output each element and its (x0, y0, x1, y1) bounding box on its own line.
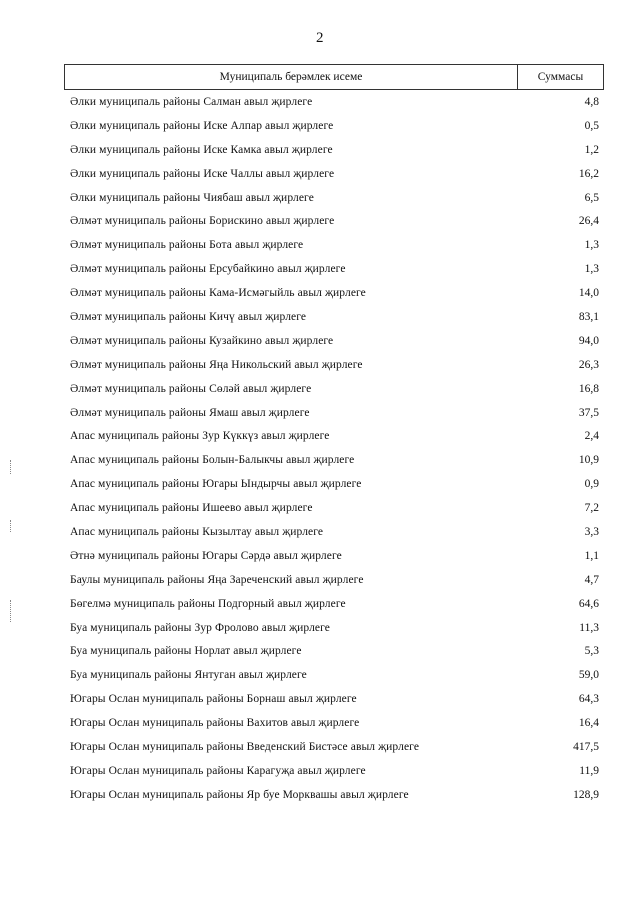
sum-value: 1,3 (584, 239, 599, 252)
sum-value: 3,3 (584, 525, 599, 538)
table-row (70, 616, 600, 640)
sum-value: 10,9 (578, 454, 599, 467)
table-row (70, 568, 600, 592)
municipality-name: Әлки муниципаль районы Иске Камка авыл җирлеге (70, 143, 333, 156)
table-row (70, 424, 600, 448)
margin-dots (10, 520, 13, 532)
municipality-name: Бөгелмә муниципаль районы Подгорный авыл җирлеге (70, 597, 346, 610)
sum-value: 16,8 (578, 382, 599, 395)
table-row (70, 592, 600, 616)
table-row (70, 377, 600, 401)
municipality-name: Әлмәт муниципаль районы Сөләй авыл җирлеге (70, 382, 312, 395)
municipality-name: Буа муниципаль районы Норлат авыл җирлеге (70, 645, 302, 658)
table-body (70, 90, 600, 807)
table-row (70, 90, 600, 114)
table-row (70, 759, 600, 783)
sum-value: 64,3 (578, 693, 599, 706)
margin-dots (10, 600, 13, 622)
municipality-name: Буа муниципаль районы Янтуган авыл җирлеге (70, 669, 307, 682)
sum-value: 6,5 (584, 191, 599, 204)
municipality-name: Югары Ослан муниципаль районы Борнаш авыл җирлеге (70, 693, 357, 706)
table-row (70, 783, 600, 807)
column-header-sum: Суммасы (517, 65, 603, 89)
sum-value: 83,1 (578, 310, 599, 323)
table-row (70, 472, 600, 496)
table-row (70, 735, 600, 759)
table-row (70, 209, 600, 233)
sum-value: 0,5 (584, 119, 599, 132)
table-row (70, 544, 600, 568)
municipality-name: Әлки муниципаль районы Иске Чаллы авыл җирлеге (70, 167, 335, 180)
sum-value: 0,9 (584, 478, 599, 491)
municipality-name: Апас муниципаль районы Югары Ындырчы авыл җирлеге (70, 478, 362, 491)
sum-value: 59,0 (578, 669, 599, 682)
municipality-name: Югары Ослан муниципаль районы Яр буе Морквашы авыл җирлеге (70, 788, 409, 801)
table-row (70, 448, 600, 472)
table-row (70, 520, 600, 544)
sum-value: 417,5 (573, 740, 599, 753)
sum-value: 26,4 (578, 215, 599, 228)
municipality-name: Әлмәт муниципаль районы Ерсубайкино авыл җирлеге (70, 263, 346, 276)
sum-value: 1,3 (584, 263, 599, 276)
sum-value: 4,7 (584, 573, 599, 586)
municipality-name: Югары Ослан муниципаль районы Вахитов авыл җирлеге (70, 717, 360, 730)
table-row (70, 162, 600, 186)
table-row (70, 186, 600, 210)
table-row (70, 639, 600, 663)
sum-value: 94,0 (578, 334, 599, 347)
sum-value: 11,3 (579, 621, 599, 634)
municipality-name: Әлмәт муниципаль районы Ямаш авыл җирлеге (70, 406, 310, 419)
municipality-name: Югары Ослан муниципаль районы Карагуҗа авыл җирлеге (70, 764, 366, 777)
municipality-name: Әлмәт муниципаль районы Борискино авыл җирлеге (70, 215, 335, 228)
sum-value: 37,5 (578, 406, 599, 419)
municipality-name: Әлмәт муниципаль районы Кичү авыл җирлеге (70, 310, 307, 323)
municipality-name: Әлки муниципаль районы Салман авыл җирлеге (70, 95, 313, 108)
sum-value: 14,0 (578, 287, 599, 300)
sum-value: 2,4 (584, 430, 599, 443)
municipality-name: Югары Ослан муниципаль районы Введенский Бистәсе авыл җирлеге (70, 740, 420, 753)
sum-value: 64,6 (578, 597, 599, 610)
sum-value: 1,2 (584, 143, 599, 156)
municipality-name: Әтнә муниципаль районы Югары Сәрдә авыл җирлеге (70, 549, 342, 562)
table-row (70, 401, 600, 425)
municipality-name: Әлки муниципаль районы Чиябаш авыл җирлеге (70, 191, 314, 204)
table-row (70, 281, 600, 305)
sum-value: 128,9 (573, 788, 599, 801)
table-row (70, 114, 600, 138)
sum-value: 4,8 (584, 95, 599, 108)
municipality-name: Апас муниципаль районы Ишеево авыл җирлеге (70, 502, 313, 515)
table-row (70, 711, 600, 735)
table-header (64, 64, 604, 90)
page-number: 2 (316, 30, 324, 46)
table-row (70, 663, 600, 687)
table-row (70, 233, 600, 257)
municipality-name: Әлмәт муниципаль районы Кама-Исмәгыйль авыл җирлеге (70, 287, 366, 300)
municipality-name: Апас муниципаль районы Кызылтау авыл җирлеге (70, 525, 324, 538)
table-row (70, 305, 600, 329)
sum-value: 16,4 (578, 717, 599, 730)
table-row (70, 687, 600, 711)
municipality-name: Апас муниципаль районы Зур Күккүз авыл җирлеге (70, 430, 330, 443)
table-row (70, 138, 600, 162)
municipality-name: Апас муниципаль районы Болын-Балыкчы авыл җирлеге (70, 454, 355, 467)
sum-value: 7,2 (584, 502, 599, 515)
municipality-name: Әлмәт муниципаль районы Бота авыл җирлеге (70, 239, 304, 252)
table-row (70, 257, 600, 281)
sum-value: 26,3 (578, 358, 599, 371)
table-row (70, 329, 600, 353)
table-row (70, 496, 600, 520)
municipality-name: Буа муниципаль районы Зур Фролово авыл җирлеге (70, 621, 330, 634)
table-row (70, 353, 600, 377)
column-header-name: Муниципаль берәмлек исеме (219, 71, 363, 83)
municipality-name: Баулы муниципаль районы Яңа Зареченский авыл җирлеге (70, 573, 364, 586)
municipality-name: Әлмәт муниципаль районы Кузайкино авыл җирлеге (70, 334, 334, 347)
sum-value: 16,2 (578, 167, 599, 180)
municipality-name: Әлки муниципаль районы Иске Алпар авыл җирлеге (70, 119, 334, 132)
municipality-name: Әлмәт муниципаль районы Яңа Никольский авыл җирлеге (70, 358, 363, 371)
sum-value: 1,1 (584, 549, 599, 562)
margin-dots (10, 460, 13, 474)
sum-value: 11,9 (579, 764, 599, 777)
sum-value: 5,3 (584, 645, 599, 658)
